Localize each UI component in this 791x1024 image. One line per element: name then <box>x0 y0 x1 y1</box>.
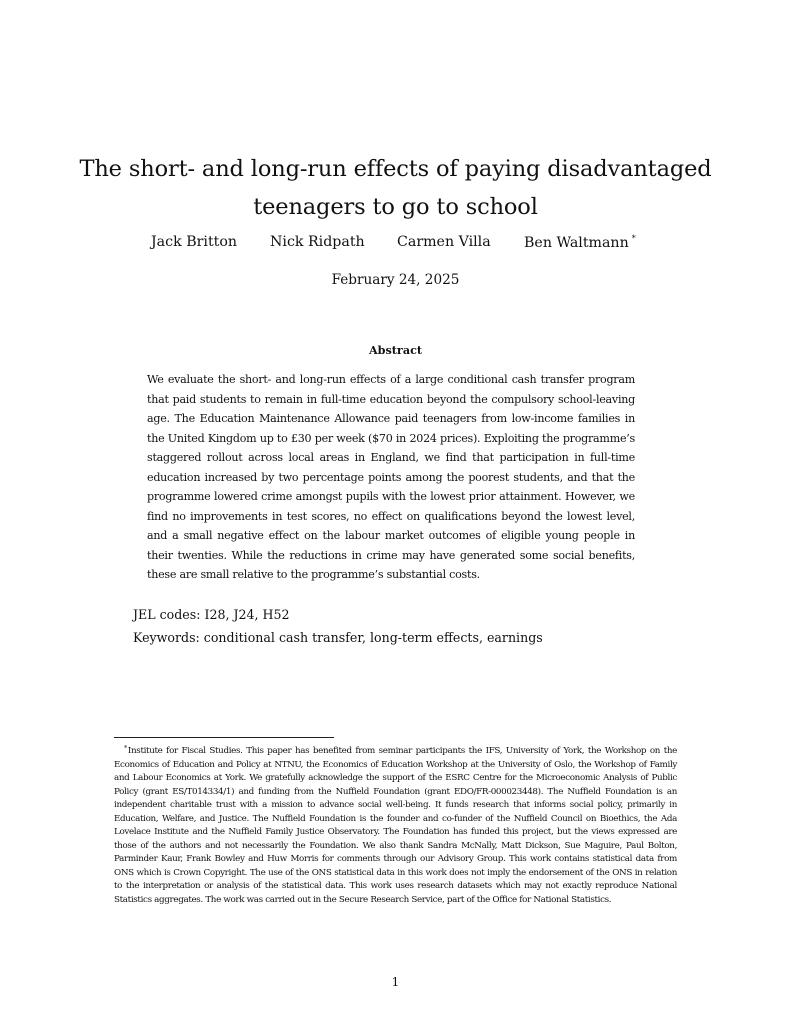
abstract-heading: Abstract <box>368 343 423 357</box>
footnote-text: Institute for Fiscal Studies. This paper has benefited from seminar participants the IFS, University of York, the Workshop on the Economics of Education and Policy at NTNU, the Economics of Education Workshop at the University of Oslo, the Workshop of Family and Labour Economics at York. We gratefully acknowledge the support of the ESRC Centre for the Microeconomic Analysis of Public Policy (grant ES/T014334/1) and funding from the Nuffield Foundation (grant EDO/FR-000023448). The Nuffield Foundation is an independent charitable trust with a mission to advance social well-being. It funds research that informs social policy, primarily in Education, Welfare, and Justice. The Nuffield Foundation is the founder and co-funder of the Nuffield Council on Bioethics, the Ada Lovelace Institute and the Nuffield Family Justice Observatory. The Foundation has funded this project, but the views expressed are those of the authors and not necessarily the Foundation. We also thank Sandra McNally, Matt Dickson, Sue Maguire, Paul Bolton, Parminder Kaur, Frank Bowley and Huw Morris for comments through our Advisory Group. This work contains statistical data from ONS which is Crown Copyright. The use of the ONS statistical data in this work does not imply the endorsement of the ONS in relation to the interpretation or analysis of the statistical data. This work uses research datasets which may not exactly reproduce National Statistics aggregates. The work was carried out in the Secure Research Service, part of the Office for National Statistics. <box>114 746 677 905</box>
author-name: Carmen Villa <box>397 234 491 250</box>
publication-date: February 24, 2025 <box>331 272 460 288</box>
author-name: Ben Waltmann <box>524 235 629 251</box>
abstract-text: We evaluate the short- and long-run effects of a large conditional cash transfer program that paid students to remain in full-time education beyond the compulsory school-leaving age. The Education Maintenance Allowance paid teenagers from low-income families in the United Kingdom up to £30 per week ($70 in 2024 prices). Exploiting the programme’s staggered rollout across local areas in England, we find that participation in full-time education increased by two percentage points among the poorest students, and that the programme lowered crime amongst pupils with the lowest prior attainment. However, we find no improvements in test scores, no effect on qualifications beyond the lowest level, and a small negative effect on the labour market outcomes of eligible young people in their twenties. While the reductions in crime may have generated some social benefits, these are small relative to the programme’s substantial costs. <box>147 373 635 581</box>
author-name: Nick Ridpath <box>270 234 365 250</box>
page-number: 1 <box>391 975 400 989</box>
title-line-2: teenagers to go to school <box>253 194 538 220</box>
author-with-footnote <box>524 234 636 251</box>
footnote-mark: * <box>631 234 636 243</box>
title-line-1: The short- and long-run effects of paying disadvantaged <box>79 156 712 182</box>
keywords: Keywords: conditional cash transfer, long-term effects, earnings <box>133 630 543 645</box>
jel-codes: JEL codes: I28, J24, H52 <box>133 607 290 622</box>
paper-title <box>0 150 791 226</box>
author-list <box>0 234 791 256</box>
footnote-mark: * <box>124 744 127 752</box>
author-name: Jack Britton <box>151 234 238 250</box>
footnote-divider <box>114 737 334 738</box>
footnote <box>114 742 677 907</box>
